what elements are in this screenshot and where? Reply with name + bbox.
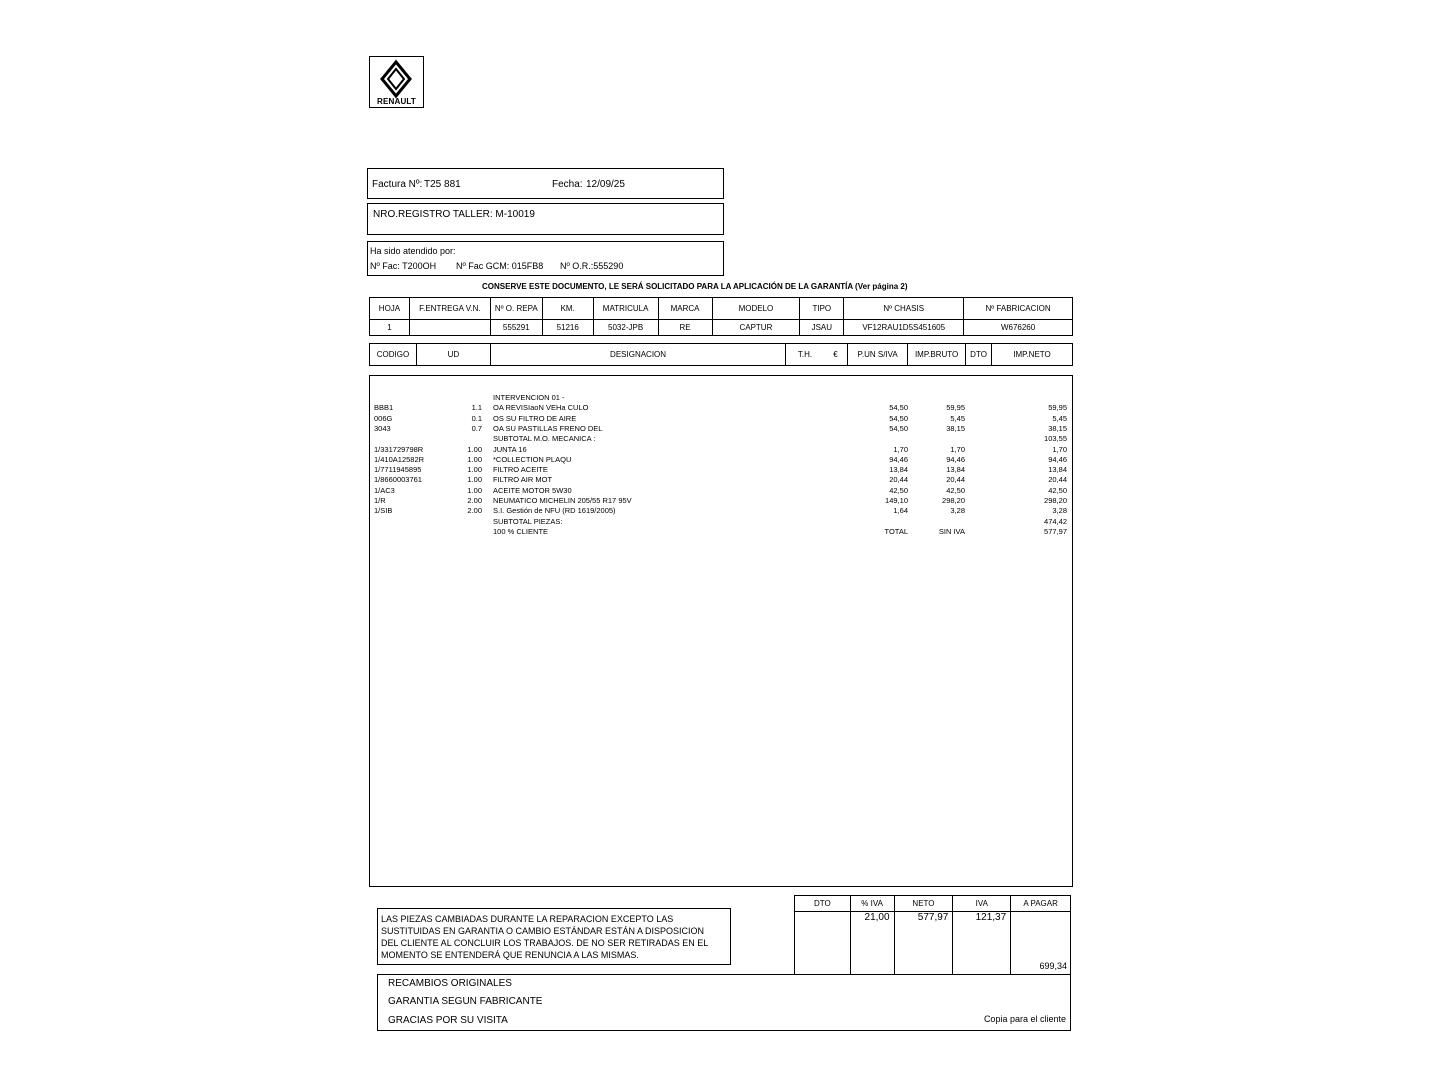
line-neto: 1,70 [1052,444,1067,454]
footer-line: RECAMBIOS ORIGINALES [388,978,512,989]
invoice-line-row [370,465,1070,475]
line-pun: 149,10 [885,496,908,505]
totals-table [794,895,1071,975]
line-ud: 1.00 [467,475,482,485]
tot-neto-value: 577,97 [894,912,953,975]
line-bruto: 3,28 [950,506,965,516]
tot-iva-header: IVA [953,896,1011,912]
fecha-label: Fecha: [552,179,583,190]
line-code: 1/SIB [374,506,393,516]
line-neto: 13,84 [1048,465,1067,475]
line-pun: 13,84 [889,465,908,475]
line-bruto: 59,95 [946,403,965,413]
invoice-line-row [370,455,1070,465]
vehicle-value-cell: 555291 [490,320,542,336]
line-bruto: 13,84 [946,465,965,475]
vehicle-value-cell [409,320,490,336]
vehicle-header-row [370,298,1073,320]
line-pun: 54,50 [889,403,908,413]
disclaimer-line: LAS PIEZAS CAMBIADAS DURANTE LA REPARACION EXCEPTO LAS [381,914,674,924]
footer-line: GRACIAS POR SU VISITA [388,1015,508,1026]
line-code: BBB1 [374,403,394,413]
invoice-line-row [370,496,1070,506]
vehicle-header-cell: F.ENTREGA V.N. [409,298,490,320]
factura-value: T25 881 [424,179,461,190]
line-bruto: 94,46 [946,454,965,464]
line-designacion: OS SU FILTRO DE AIRE [493,413,577,423]
invoice-line-row [370,445,1070,455]
tot-a-pagar-header: A PAGAR [1011,896,1071,912]
invoice-lines-box [369,375,1073,887]
line-neto: 5,45 [1052,413,1067,423]
line-code: 1/8660003761 [374,475,422,485]
line-neto: 103,55 [1044,434,1067,444]
col-pun: P.UN S/IVA [848,344,908,366]
renault-diamond-icon [370,59,423,99]
tot-neto-header: NETO [894,896,953,912]
vehicle-header-cell: MODELO [712,298,800,320]
registro-box [367,203,724,235]
atendido-box [367,241,724,276]
line-bruto: 20,44 [946,475,965,485]
copy-label: Copia para el cliente [983,1014,1066,1024]
line-pun: TOTAL [884,526,908,536]
col-codigo: CODIGO [370,344,417,366]
vehicle-value-row [370,320,1073,336]
line-code: 1/331729798R [374,444,424,454]
invoice-line-row [370,517,1070,527]
line-pun: 54,50 [889,423,908,433]
invoice-line-row [370,527,1070,537]
line-neto: 298,20 [1044,496,1067,505]
vehicle-value-cell: VF12RAU1D5S451605 [844,320,964,336]
line-ud: 2.00 [467,506,482,516]
line-code: 006G [374,413,393,423]
line-pun: 20,44 [889,475,908,485]
line-bruto: 5,45 [950,413,965,423]
line-code: 1/7711945895 [374,465,422,475]
or-number: Nº O.R.:555290 [560,261,624,271]
fac-gcm-number: Nº Fac GCM: 015FB8 [456,261,544,271]
atendido-label: Ha sido atendido por: [370,246,456,256]
disclaimer-line: SUSTITUIDAS EN GARANTIA O CAMBIO ESTÁNDAR ESTÁN A DISPOSICION [381,926,705,936]
vehicle-value-cell: RE [658,320,712,336]
fecha-value: 12/09/25 [586,179,625,190]
vehicle-header-cell: Nº FABRICACION [964,298,1073,320]
line-bruto: 1,70 [950,444,965,454]
col-bruto: IMP.BRUTO [908,344,966,366]
line-code: 1/AC3 [374,485,395,495]
vehicle-header-cell: HOJA [370,298,410,320]
warranty-notice: CONSERVE ESTE DOCUMENTO, LE SERÁ SOLICITADO PARA LA APLICACIÓN DE LA GARANTÍA (Ver página 2) [482,282,908,291]
line-designacion: JUNTA 16 [493,444,527,454]
line-ud: 0.7 [471,423,482,433]
line-ud: 2.00 [467,496,482,505]
col-euro: € [824,344,848,366]
vehicle-value-cell: 1 [370,320,410,336]
disclaimer-line: DEL CLIENTE AL CONCLUIR LOS TRABAJOS. DE NO SER RETIRADAS EN EL [381,938,709,948]
line-neto: 474,42 [1044,516,1067,526]
line-ud: 1.00 [467,444,482,454]
line-neto: 42,50 [1048,485,1067,495]
tot-pct-iva-header: % IVA [850,896,894,912]
line-designacion: S.I. Gestión de NFU (RD 1619/2005) [493,506,616,516]
line-code: 3043 [374,423,391,433]
tot-iva-value: 121,37 [953,912,1011,975]
vehicle-value-cell: W676260 [964,320,1073,336]
line-designacion: SUBTOTAL PIEZAS: [493,516,563,526]
line-pun: 42,50 [889,485,908,495]
col-ud: UD [416,344,490,366]
line-neto: 3,28 [1052,506,1067,516]
vehicle-table [369,297,1073,336]
line-designacion: *COLLECTION PLAQU [493,454,572,464]
line-designacion: NEUMATICO MICHELIN 205/55 R17 95V [493,496,632,505]
line-pun: 94,46 [889,454,908,464]
line-bruto: 42,50 [946,485,965,495]
tot-a-pagar-cell [1011,912,1071,975]
invoice-line-row [370,403,1070,413]
line-bruto: SIN IVA [938,526,965,536]
col-dto: DTO [966,344,992,366]
invoice-line-row [370,424,1070,434]
logo-text: RENAULT [376,97,417,106]
line-designacion: OA REVISIaoN VEHa CULO [493,403,589,413]
line-pun: 1,70 [893,444,908,454]
line-neto: 38,15 [1048,423,1067,433]
line-designacion: 100 % CLIENTE [493,526,549,536]
line-pun: 1,64 [893,506,908,516]
tot-dto-value [795,912,851,975]
line-bruto: 38,15 [946,423,965,433]
renault-logo [369,56,424,108]
vehicle-header-cell: MARCA [658,298,712,320]
line-designacion: ACEITE MOTOR 5W30 [493,485,572,495]
line-ud: 1.00 [467,465,482,475]
invoice-line-row [370,486,1070,496]
line-ud: 1.00 [467,454,482,464]
vehicle-value-cell: 5032-JPB [593,320,658,336]
fac-number: Nº Fac: T200OH [370,261,437,271]
tot-a-pagar-value: 699,34 [1039,961,1067,971]
factura-label: Factura Nº: [372,179,423,190]
line-code: 1/R [374,496,386,505]
vehicle-value-cell: JSAU [800,320,844,336]
tot-pct-iva-value: 21,00 [850,912,894,975]
line-designacion: FILTRO AIR MOT [493,475,553,485]
tot-dto-header: DTO [795,896,851,912]
invoice-number-box [367,168,724,199]
invoice-line-row [370,434,1070,444]
invoice-line-row [370,414,1070,424]
vehicle-value-cell: 51216 [542,320,593,336]
vehicle-header-cell: Nº CHASIS [844,298,964,320]
vehicle-value-cell: CAPTUR [712,320,800,336]
line-neto: 59,95 [1048,403,1067,413]
line-neto: 577,97 [1044,526,1067,536]
line-ud: 1.00 [467,485,482,495]
col-neto: IMP.NETO [992,344,1073,366]
line-pun: 54,50 [889,413,908,423]
disclaimer-line: MOMENTO SE ENTENDERÁ QUE RENUNCIA A LAS MISMAS. [381,950,639,960]
footer-line: GARANTIA SEGUN FABRICANTE [388,996,543,1007]
disclaimer-box [377,908,731,965]
column-header-table [369,343,1073,366]
line-ud: 1.1 [471,403,482,413]
line-designacion: OA SU PASTILLAS FRENO DEL [493,423,603,433]
invoice-line-row [370,506,1070,516]
line-neto: 94,46 [1048,454,1067,464]
line-designacion: FILTRO ACEITE [493,465,548,475]
vehicle-header-cell: TIPO [800,298,844,320]
vehicle-header-cell: MATRICULA [593,298,658,320]
line-code: 1/410A12582R [374,454,425,464]
col-th: T.H. [786,344,824,366]
line-ud: 0.1 [471,413,482,423]
invoice-line-row [370,475,1070,485]
footer-box [377,974,1071,1031]
line-bruto: 298,20 [942,496,965,505]
vehicle-header-cell: KM. [542,298,593,320]
registro-taller: NRO.REGISTRO TALLER: M-10019 [373,209,535,220]
line-designacion: INTERVENCION 01 - [493,393,565,402]
col-designacion: DESIGNACION [490,344,785,366]
invoice-line-row [370,393,1070,403]
line-neto: 20,44 [1048,475,1067,485]
line-designacion: SUBTOTAL M.O. MECANICA : [493,434,596,444]
vehicle-header-cell: Nº O. REPA [490,298,542,320]
